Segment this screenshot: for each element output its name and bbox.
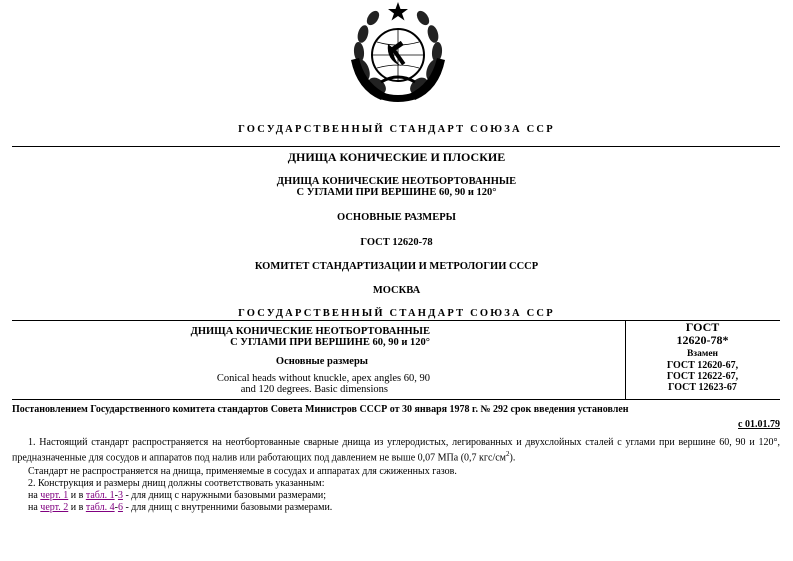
table-english-title-1: Conical heads without knuckle, apex angles 60, 90 xyxy=(216,373,430,384)
replaced-standard-3: ГОСТ 12623-67 xyxy=(668,382,737,393)
table-3-link[interactable]: 3 xyxy=(117,490,123,501)
gost-number: ГОСТ 12620-78 xyxy=(360,237,433,248)
list-item-1-mid: и в xyxy=(68,490,86,501)
subtitle-line-2: С УГЛАМИ ПРИ ВЕРШИНЕ 60, 90 и 120° xyxy=(296,187,497,198)
list-item-2-mid: и в xyxy=(68,502,86,513)
drawing-2-link[interactable]: черт. 2 xyxy=(40,502,69,513)
decree-text: Постановлением Государственного комитета стандартов Совета Министров СССР от 30 января 1978 г. № 292 срок введения установлен xyxy=(12,404,629,415)
paragraph-3: 2. Конструкция и размеры днищ должны соответствовать указанным: xyxy=(28,478,325,489)
table-right-cell xyxy=(625,321,780,393)
unit-superscript: 2 xyxy=(506,449,510,458)
list-item-2-prefix: на xyxy=(28,502,41,513)
table-left-cell xyxy=(12,326,430,395)
paragraph-1-end: ). xyxy=(509,451,516,463)
main-dimensions-heading: ОСНОВНЫЕ РАЗМЕРЫ xyxy=(337,212,456,223)
list-item-2-suffix: - для днищ с внутренними базовыми размерами. xyxy=(122,502,333,513)
gost-code: 12620-78* xyxy=(676,333,729,347)
gost-label: ГОСТ xyxy=(685,320,720,334)
replaced-standard-2: ГОСТ 12622-67, xyxy=(666,371,739,382)
list-item-outer-dims xyxy=(28,490,788,502)
divider-table-bottom xyxy=(12,399,780,400)
list-item-1-prefix: на xyxy=(28,490,41,501)
subtitle-line-1: ДНИЩА КОНИЧЕСКИЕ НЕОТБОРТОВАННЫЕ xyxy=(276,176,517,187)
committee-name: КОМИТЕТ СТАНДАРТИЗАЦИИ И МЕТРОЛОГИИ СССР xyxy=(254,261,539,272)
replaced-standard-1: ГОСТ 12620-67, xyxy=(666,360,739,371)
paragraph-1 xyxy=(12,437,780,463)
state-standard-heading-second: ГОСУДАРСТВЕННЫЙ СТАНДАРТ СОЮЗА ССР xyxy=(238,308,555,319)
table-english-title-2: and 120 degrees. Basic dimensions xyxy=(240,384,388,395)
table-6-link[interactable]: 6 xyxy=(117,502,123,513)
drawing-1-link[interactable]: черт. 1 xyxy=(40,490,69,501)
paragraph-2: Стандарт не распространяется на днища, применяемые в сосудах и аппаратах для сжиженных газов. xyxy=(28,466,457,477)
list-item-1-dash: - xyxy=(114,490,118,501)
list-item-inner-dims xyxy=(28,502,788,514)
state-standard-heading: ГОСУДАРСТВЕННЫЙ СТАНДАРТ СОЮЗА ССР xyxy=(238,124,555,135)
table-title-line-2: С УГЛАМИ ПРИ ВЕРШИНЕ 60, 90 и 120° xyxy=(230,337,430,348)
table-4-link[interactable]: табл. 4 xyxy=(85,502,115,513)
city-name: МОСКВА xyxy=(372,285,421,296)
divider-top xyxy=(12,146,780,147)
table-1-link[interactable]: табл. 1 xyxy=(85,490,115,501)
replaces-label: Взамен xyxy=(686,349,719,359)
list-item-1-suffix: - для днищ с наружными базовыми размерами; xyxy=(122,490,327,501)
document-title: ДНИЩА КОНИЧЕСКИЕ И ПЛОСКИЕ xyxy=(287,150,506,164)
effective-date: с 01.01.79 xyxy=(738,419,780,430)
table-title-line-1: ДНИЩА КОНИЧЕСКИЕ НЕОТБОРТОВАННЫЕ xyxy=(190,326,430,337)
list-item-2-dash: - xyxy=(114,502,118,513)
ussr-emblem-icon xyxy=(341,0,455,108)
table-basic-dimensions: Основные размеры xyxy=(275,356,368,367)
paragraph-1-text: 1. Настоящий стандарт распространяется на неотбортованные сварные днища из углеродистых, легированных и двухслойных сталей с углами при вершине 60, 90 и 120°, предназначенные для сосудов и аппаратов под налив или работающих под давлением не выше 0,07 МПа (0,7 кгс/см xyxy=(12,437,780,463)
